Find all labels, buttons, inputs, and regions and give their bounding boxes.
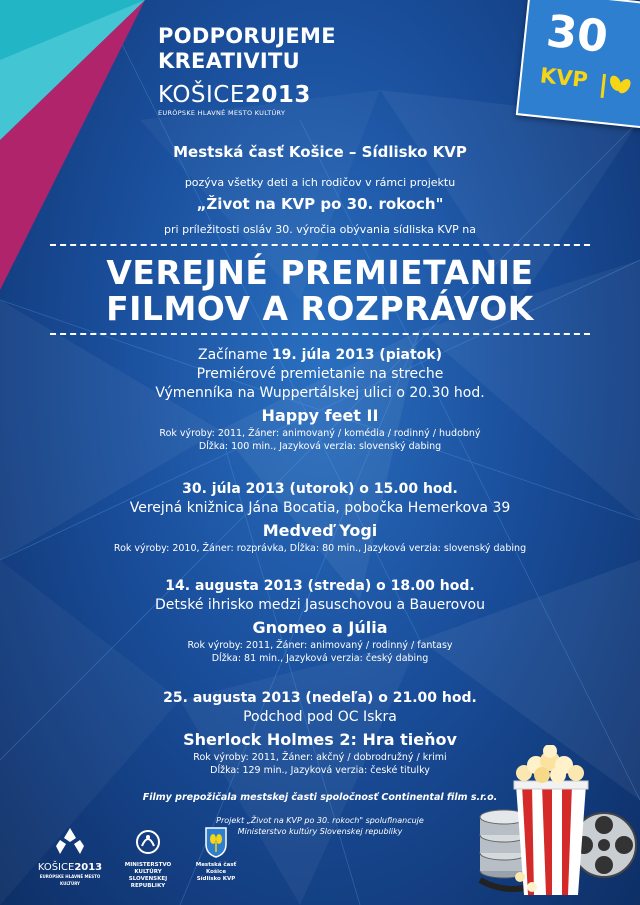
screening-2-date: 30. júla 2013 (utorok) o 15.00 hod.: [182, 481, 458, 497]
project-name: „Život na KVP po 30. rokoch": [196, 195, 444, 213]
footer-ministry-logo: [112, 826, 184, 890]
screening-1-film: Happy feet II: [261, 406, 379, 425]
screening-3-film: Gnomeo a Júlia: [252, 618, 388, 637]
divider-bottom: [50, 333, 590, 335]
screening-4-meta1: Rok výroby: 2011, Žáner: akčný / dobrodružný / krimi: [193, 752, 447, 763]
district-name: Mestská časť Košice – Sídlisko KVP: [173, 143, 467, 161]
footer-kosice-year: 2013: [74, 862, 103, 873]
kreativitu-logo: [158, 24, 336, 74]
distributor-note: Filmy prepožičala mestskej časti spoločnosť Continental film s.r.o.: [142, 792, 498, 803]
occasion-text: pri príležitosti osláv 30. výročia obývania sídliska KVP na: [164, 223, 476, 236]
popcorn-and-film-reels-illustration: [476, 745, 640, 905]
support-line1: Projekt „Život na KVP po 30. rokoch" spolufinancuje: [216, 816, 424, 825]
screening-3-meta1: Rok výroby: 2011, Žáner: animovaný / rodinný / fantasy: [187, 640, 453, 651]
footer-district-logo: [186, 826, 246, 883]
footer-kosice-word: KOŠICE: [37, 862, 75, 873]
screening-3-meta2: Dĺžka: 81 min., Jazyková verzia: český dabing: [211, 653, 429, 664]
screening-2: [0, 480, 640, 555]
kosice-2013-logo: [158, 82, 311, 108]
headline: [0, 255, 640, 327]
screening-1-line3: Výmenníka na Wuppertálskej ulici o 20.30 hod.: [155, 385, 485, 401]
screening-4-line2: Podchod pod OC Iskra: [243, 709, 397, 725]
screening-1-date-prefix: Začíname: [197, 347, 272, 363]
headline-line2: FILMOV A ROZPRÁVOK: [106, 289, 534, 328]
screening-4-date: 25. augusta 2013 (nedeľa) o 21.00 hod.: [163, 690, 477, 706]
screening-2-film: Medveď Yogi: [262, 521, 378, 540]
screening-1-date: 19. júla 2013 (piatok): [271, 347, 442, 363]
screening-3: [0, 577, 640, 665]
kvp-30-badge: [516, 0, 640, 128]
footer-district-line1: Mestská časť Košice: [195, 862, 237, 875]
screening-1-meta2: Dĺžka: 100 min., Jazyková verzia: slovenský dabing: [198, 441, 442, 452]
footer-district-line2: Sídlisko KVP: [196, 876, 236, 882]
badge-label: KVP: [538, 63, 589, 93]
footer-ministry-line1: MINISTERSTVO KULTÚRY: [124, 862, 172, 875]
screening-2-line2: Verejná knižnica Jána Bocatia, pobočka Hemerkova 39: [129, 500, 511, 516]
support-line2: Ministerstvo kultúry Slovenskej republiky: [237, 827, 403, 836]
screening-3-line2: Detské ihrisko medzi Jasuschovou a Bauerovou: [155, 597, 485, 613]
logo-title-line2: KREATIVITU: [158, 49, 300, 73]
screening-1: [0, 346, 640, 453]
footer-kosice-sub: EURÓPSKE HLAVNÉ MESTO KULTÚRY: [39, 874, 101, 886]
logo-title-line1: PODPORUJEME: [158, 24, 336, 48]
footer-kosice-logo: [30, 826, 110, 887]
divider-top: [50, 244, 590, 246]
district-coat-of-arms-icon: [186, 826, 246, 858]
badge-number: 30: [544, 5, 611, 63]
screening-3-date: 14. augusta 2013 (streda) o 18.00 hod.: [165, 578, 475, 594]
ministry-emblem-icon: [112, 826, 184, 858]
kosice-star-icon: [30, 826, 110, 858]
leaf-icon: [598, 70, 633, 105]
invite-text: pozýva všetky deti a ich rodičov v rámci projektu: [184, 176, 456, 189]
kosice-word: KOŠICE: [158, 82, 245, 108]
screening-1-line2: Premiérové premietanie na streche: [196, 366, 444, 382]
kosice-year: 2013: [244, 82, 311, 108]
footer-ministry-line2: SLOVENSKEJ REPUBLIKY: [128, 876, 168, 889]
screening-2-meta1: Rok výroby: 2010, Žáner: rozprávka, Dĺžka: 80 min., Jazyková verzia: slovenský dabing: [113, 543, 527, 554]
popcorn-box-icon: [514, 745, 588, 895]
headline-line1: VEREJNÉ PREMIETANIE: [106, 253, 534, 292]
screening-4-film: Sherlock Holmes 2: Hra tieňov: [183, 730, 457, 749]
screening-4-meta2: Dĺžka: 129 min., Jazyková verzia: české titulky: [210, 765, 430, 776]
screening-1-meta1: Rok výroby: 2011, Žáner: animovaný / komédia / rodinný / hudobný: [159, 428, 481, 439]
logo-subtitle: EURÓPSKE HLAVNÉ MESTO KULTÚRY: [158, 109, 286, 117]
